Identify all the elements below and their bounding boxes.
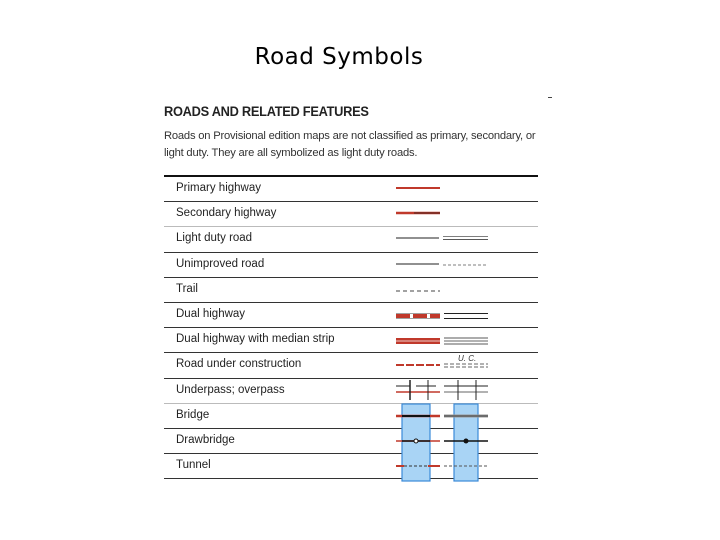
row-label: Drawbridge (176, 433, 235, 446)
uc-label: U. C. (458, 354, 477, 363)
row-label: Dual highway (176, 307, 246, 320)
table-row (164, 353, 538, 378)
row-label: Tunnel (176, 459, 211, 472)
table-row (164, 202, 538, 227)
table-row (164, 404, 538, 429)
row-label: Dual highway with median strip (176, 333, 335, 346)
row-label: Bridge (176, 408, 210, 421)
row-label: Road under construction (176, 358, 302, 371)
table-row (164, 227, 538, 252)
table-row (164, 429, 538, 454)
slide-title: Road Symbols (254, 44, 424, 70)
table-row (164, 454, 538, 479)
row-label: Light duty road (176, 232, 253, 245)
table-row (164, 379, 538, 404)
row-label: Underpass; overpass (176, 383, 285, 396)
section-heading: ROADS AND RELATED FEATURES (164, 104, 369, 119)
row-label: Secondary highway (176, 207, 277, 220)
legend-document (164, 104, 540, 162)
table-row (164, 328, 538, 353)
row-label: Primary highway (176, 182, 261, 194)
symbol-table (164, 175, 538, 479)
table-row (164, 253, 538, 278)
table-row (164, 278, 538, 303)
table-row (164, 303, 538, 328)
row-label: Trail (176, 282, 198, 295)
table-row (164, 177, 538, 202)
scan-mark (548, 97, 552, 98)
intro-text: Roads on Provisional edition maps are not classified as primary, secondary, or light duty. They are all symbolized as light duty roads. (164, 130, 536, 159)
row-label: Unimproved road (176, 257, 265, 270)
